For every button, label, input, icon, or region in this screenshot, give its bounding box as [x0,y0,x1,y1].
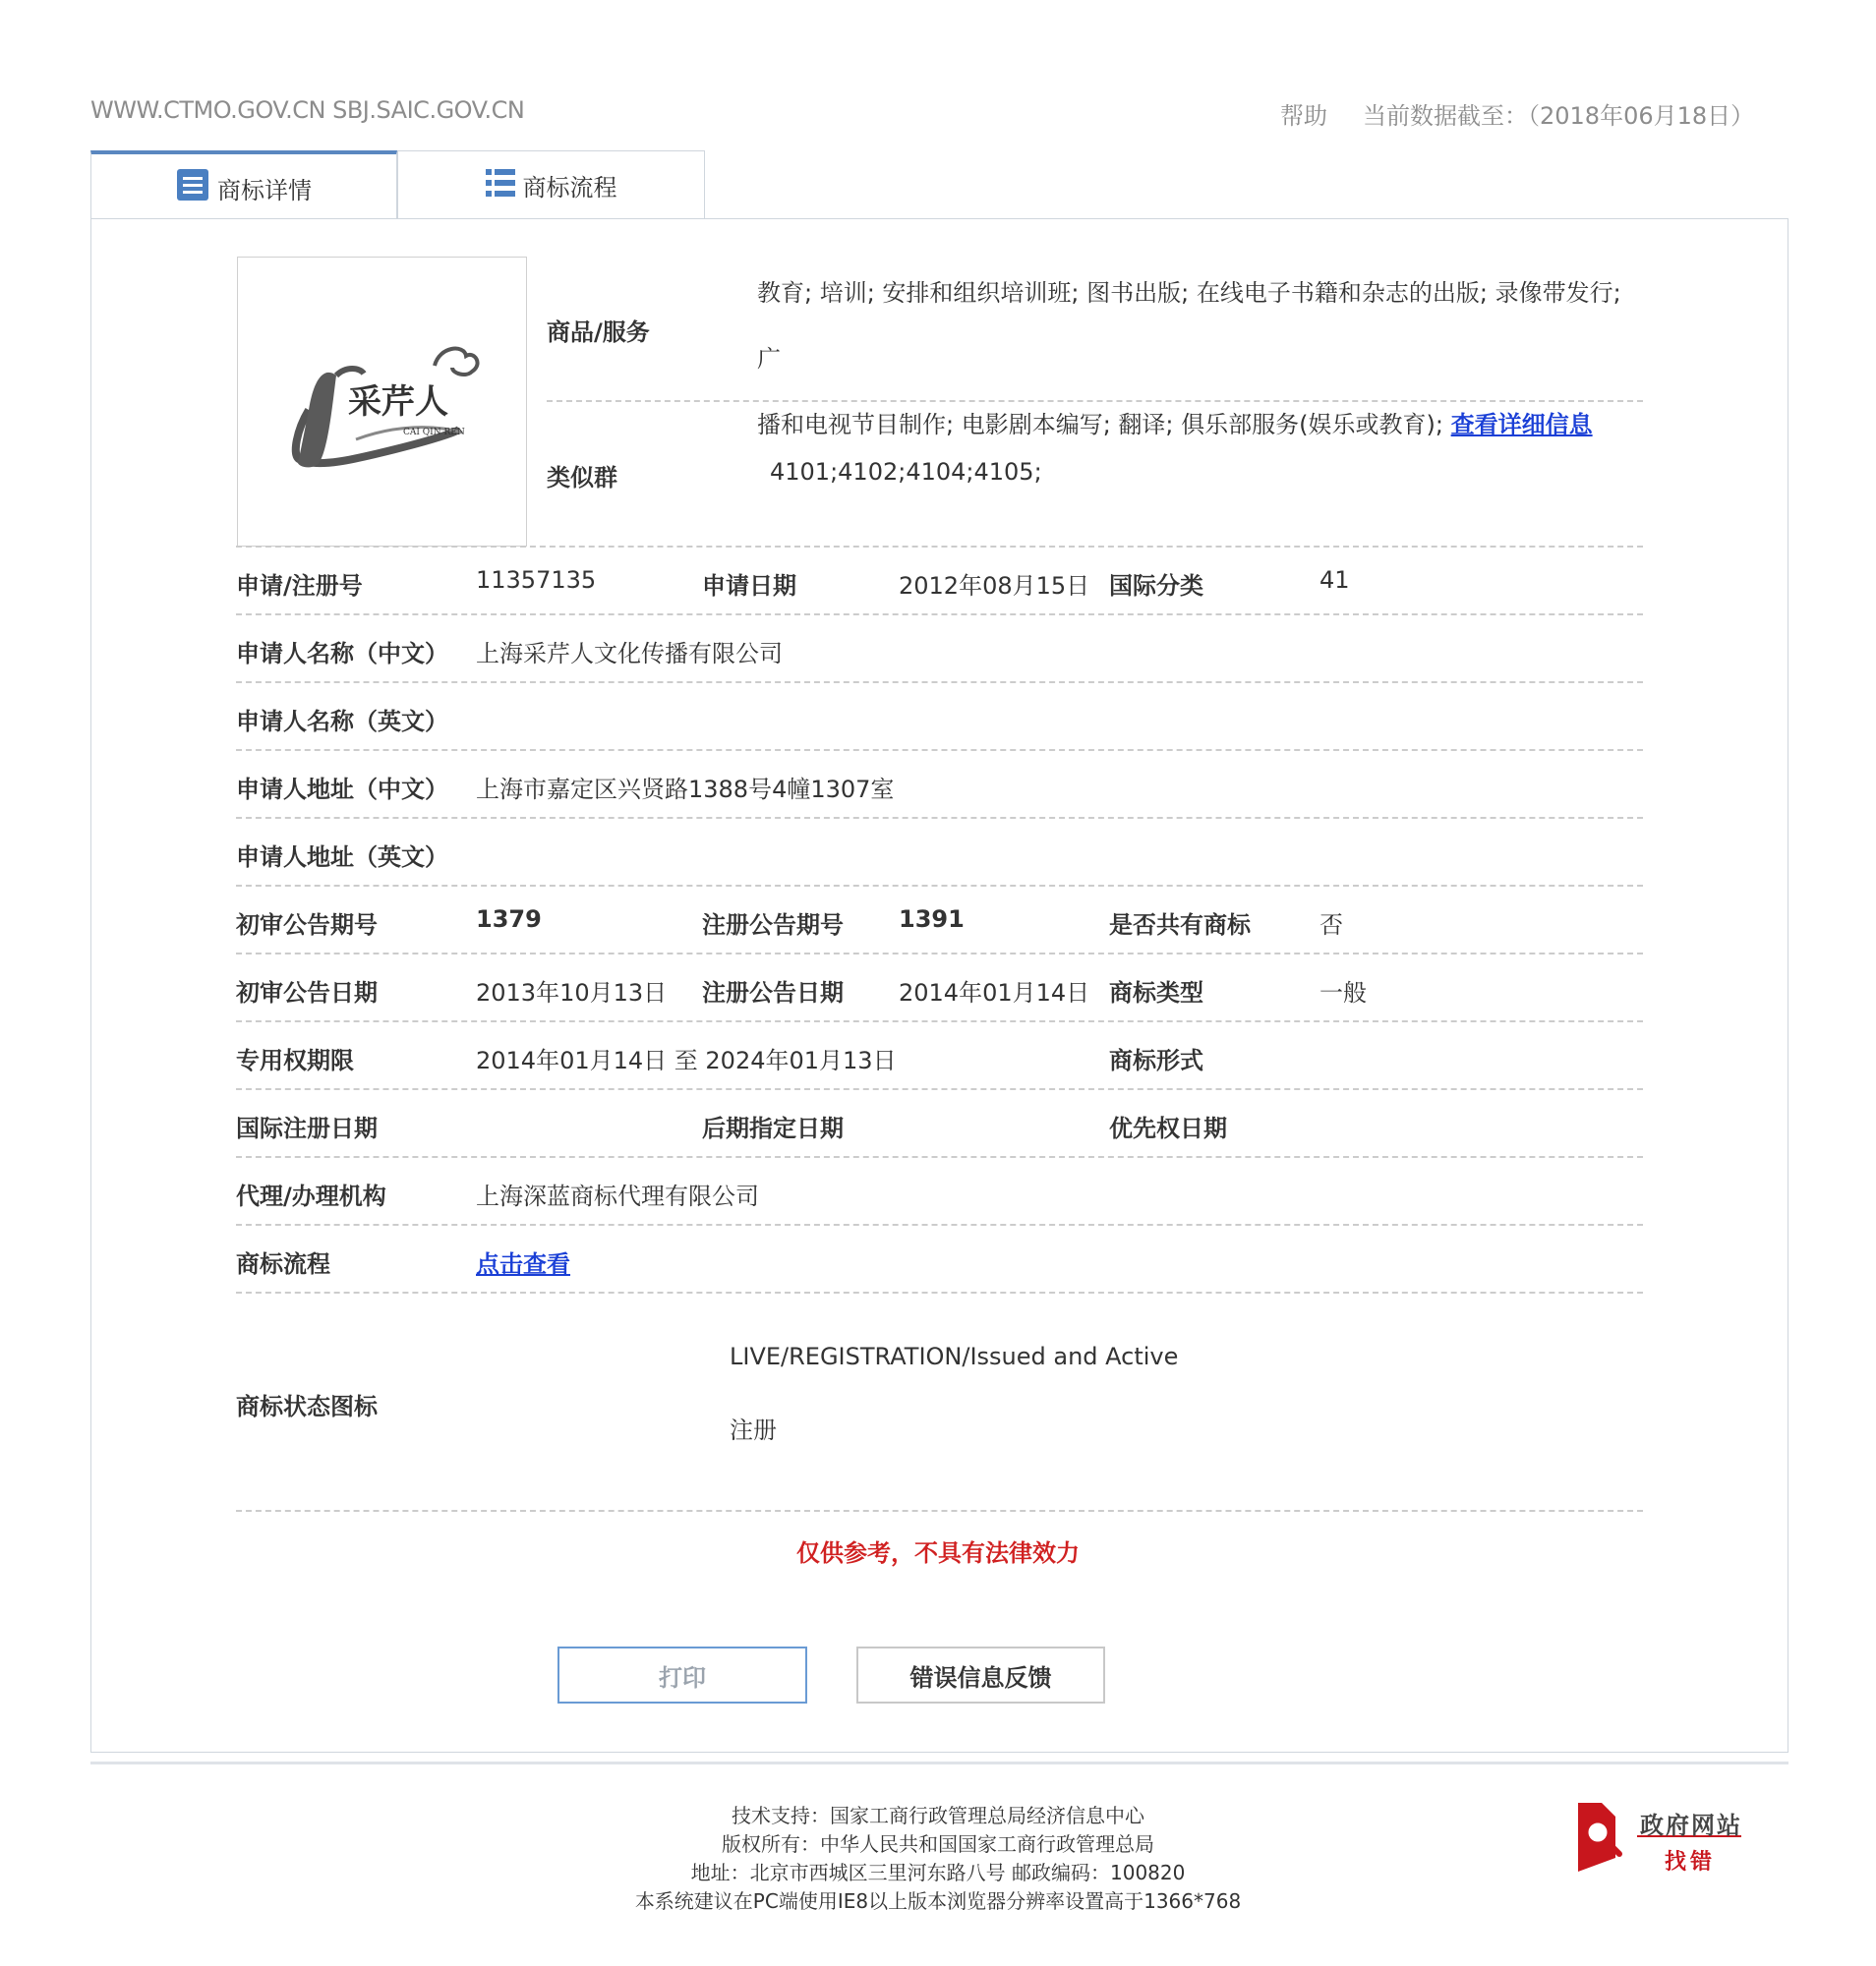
exclusive-value: 2014年01月14日 至 2024年01月13日 [476,1047,897,1074]
divider [236,953,1643,954]
similar-group-value: 4101;4102;4104;4105; [770,458,1042,486]
prelim-no-value: 1379 [476,905,542,933]
prelim-date-label: 初审公告日期 [236,979,378,1007]
divider [236,1088,1643,1090]
later-date-label: 后期指定日期 [702,1115,844,1142]
divider [236,749,1643,751]
footer-divider [90,1762,1788,1764]
intl-class-label: 国际分类 [1109,572,1203,600]
address-cn-label: 申请人地址（中文） [236,776,448,803]
help-link[interactable]: 帮助 [1280,102,1327,130]
gov-badge-title: 政府网站 [1640,1812,1742,1839]
exclusive-label: 专用权期限 [236,1047,354,1074]
agent-value: 上海深蓝商标代理有限公司 [476,1183,759,1210]
shared-label: 是否共有商标 [1109,911,1251,939]
reg-pub-date-value: 2014年01月14日 [899,979,1090,1007]
divider [236,1156,1643,1158]
divider [236,1292,1643,1294]
disclaimer-text: 仅供参考，不具有法律效力 [796,1539,1080,1567]
applicant-cn-value: 上海采芹人文化传播有限公司 [476,640,783,667]
goods-line-2: 播和电视节目制作; 电影剧本编写; 翻译; 俱乐部服务(娱乐或教育); 查看详细信息 [757,411,1593,438]
status-cn-value: 注册 [730,1417,777,1444]
footer-tech-support: 技术支持：国家工商行政管理总局经济信息中心 [732,1804,1144,1827]
reg-no-value: 11357135 [476,566,597,594]
tm-form-label: 商标形式 [1109,1047,1203,1074]
reg-pub-no-label: 注册公告期号 [702,911,844,939]
applicant-en-label: 申请人名称（英文） [236,708,448,735]
reg-pub-no-value: 1391 [899,905,965,933]
error-feedback-button[interactable]: 错误信息反馈 [856,1647,1105,1704]
goods-label: 商品/服务 [547,318,650,346]
list-icon [486,169,515,202]
logo-text-en: CAI QIN REN [403,428,465,437]
view-detail-link[interactable]: 查看详细信息 [1450,411,1593,438]
tab-label: 商标流程 [522,174,617,202]
tab-label: 商标详情 [217,176,312,204]
tab-trademark-detail[interactable] [90,150,397,221]
goods-value [757,260,1642,458]
document-list-icon [176,168,209,207]
divider [236,613,1643,615]
site-url: WWW.CTMO.GOV.CN SBJ.SAIC.GOV.CN [90,96,525,124]
tm-type-value: 一般 [1319,979,1367,1007]
status-label: 商标状态图标 [236,1393,378,1420]
prelim-no-label: 初审公告期号 [236,911,378,939]
status-en-value: LIVE/REGISTRATION/Issued and Active [730,1343,1179,1370]
process-label: 商标流程 [236,1250,330,1278]
address-cn-value: 上海市嘉定区兴贤路1388号4幢1307室 [476,776,895,803]
divider [236,1510,1643,1512]
agent-label: 代理/办理机构 [236,1183,386,1210]
gov-badge-sub: 找错 [1665,1850,1717,1875]
reg-pub-date-label: 注册公告日期 [702,979,844,1007]
priority-date-label: 优先权日期 [1109,1115,1227,1142]
divider [236,681,1643,683]
print-button[interactable]: 打印 [557,1647,807,1704]
process-view-link[interactable]: 点击查看 [476,1250,570,1278]
data-date: 当前数据截至：（2018年06月18日） [1363,102,1755,130]
footer-copyright: 版权所有：中华人民共和国国家工商行政管理总局 [722,1832,1154,1856]
reg-no-label: 申请/注册号 [236,572,363,600]
divider [236,546,1643,548]
divider [547,400,1643,402]
prelim-date-value: 2013年10月13日 [476,979,668,1007]
tm-type-label: 商标类型 [1109,979,1203,1007]
divider [236,885,1643,887]
app-date-value: 2012年08月15日 [899,572,1090,600]
intl-class-value: 41 [1319,566,1350,594]
footer-browser-note: 本系统建议在PC端使用IE8以上版本浏览器分辨率设置高于1366*768 [634,1889,1242,1913]
footer-address: 地址：北京市西城区三里河东路八号 邮政编码：100820 [690,1861,1186,1884]
applicant-cn-label: 申请人名称（中文） [236,640,448,667]
trademark-logo [237,257,527,547]
intl-reg-date-label: 国际注册日期 [236,1115,378,1142]
address-en-label: 申请人地址（英文） [236,843,448,871]
shared-value: 否 [1319,911,1343,939]
divider [236,817,1643,819]
divider [236,1020,1643,1022]
app-date-label: 申请日期 [702,572,796,600]
tab-trademark-process[interactable] [397,150,705,219]
goods-line-1: 教育; 培训; 安排和组织培训班; 图书出版; 在线电子书籍和杂志的出版; 录像带发行; 广 [757,279,1621,373]
divider [236,1224,1643,1226]
logo-text-cn: 采芹人 [348,382,448,422]
similar-group-label: 类似群 [547,464,617,492]
